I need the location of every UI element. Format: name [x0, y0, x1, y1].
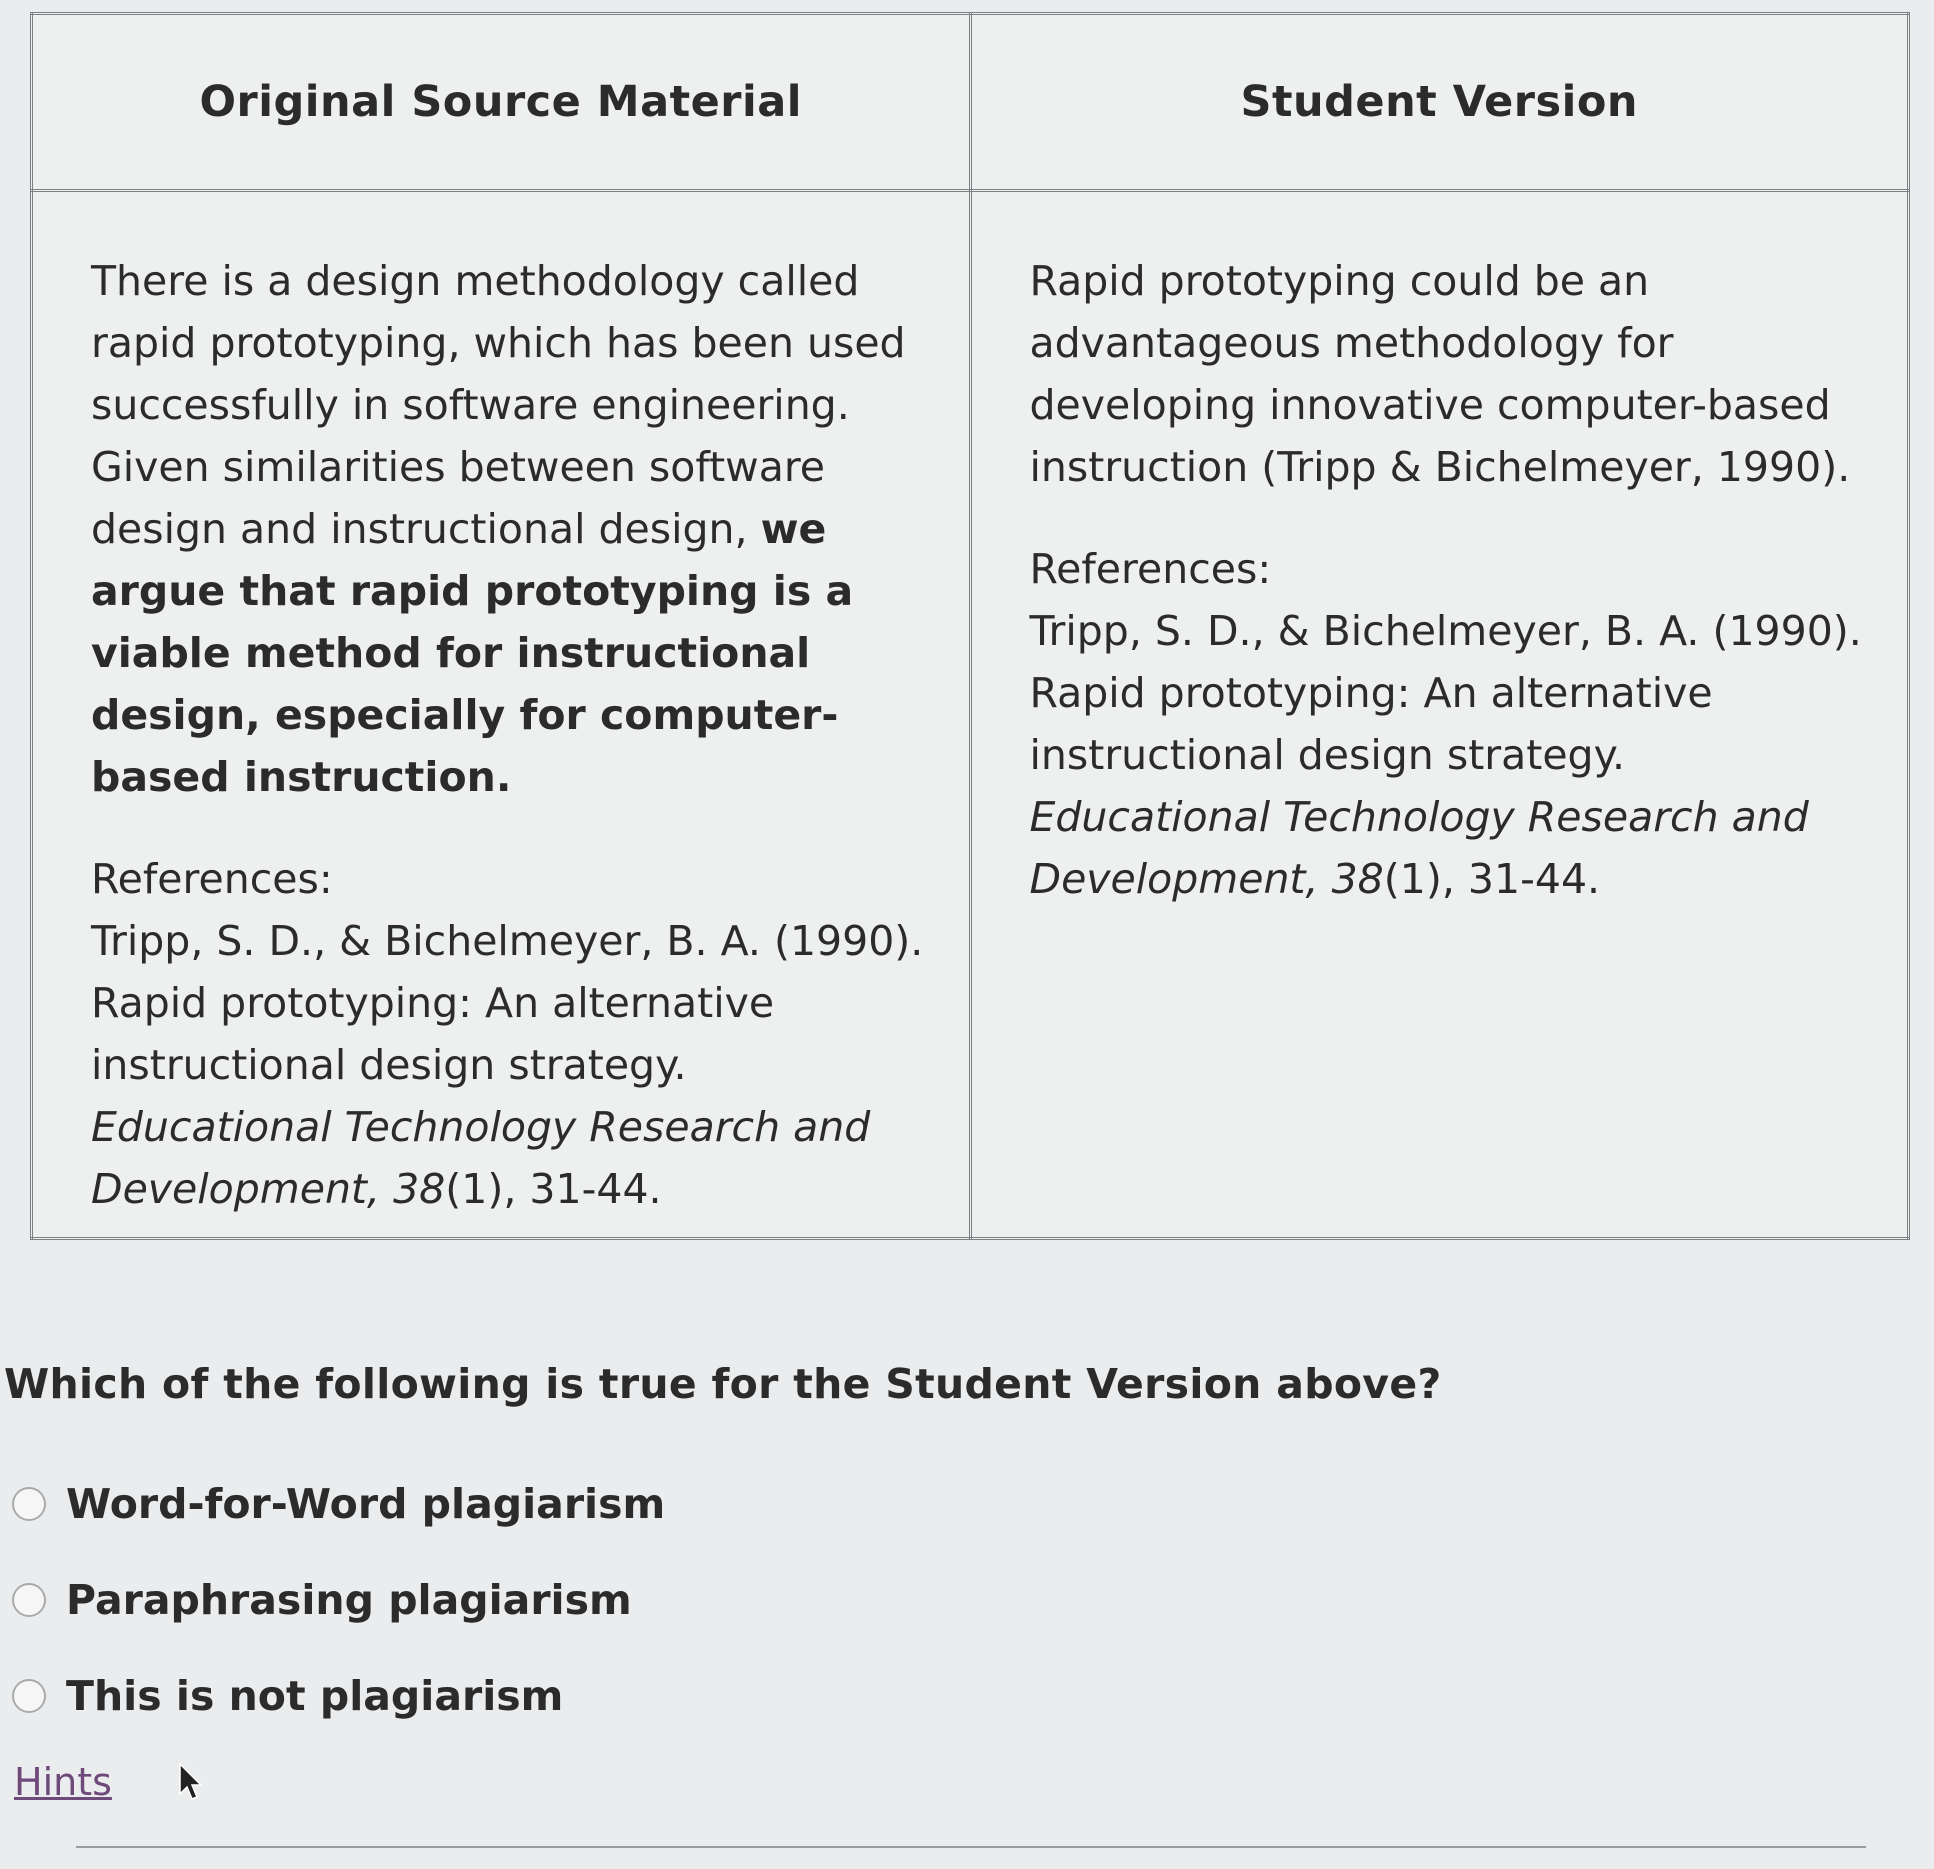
- reference-authors: Tripp, S. D., & Bichelmeyer, B. A. (1990).: [91, 917, 924, 965]
- option-paraphrasing[interactable]: [0, 1552, 1934, 1648]
- original-source-header: Original Source Material: [32, 14, 971, 191]
- bottom-divider: [76, 1846, 1866, 1848]
- mouse-pointer-icon: [178, 1762, 204, 1802]
- reference-title: Rapid prototyping: An alternative instructional design strategy.: [1029, 669, 1713, 779]
- reference-issue-pages: (1), 31-44.: [1383, 855, 1601, 903]
- question-section: [0, 1360, 1934, 1744]
- student-version-cell: [970, 191, 1909, 1239]
- radio-button[interactable]: [12, 1679, 46, 1713]
- original-references: [91, 848, 929, 1220]
- reference-citation: [1030, 600, 1868, 910]
- reference-issue-pages: (1), 31-44.: [445, 1165, 662, 1213]
- original-source-cell: [32, 191, 971, 1239]
- student-references: [1030, 538, 1868, 910]
- original-passage-plain: There is a design methodology called rapid prototyping, which has been used successfully in software engineering. Given similarities between software design and instructional design,: [91, 257, 906, 553]
- option-not-plagiarism[interactable]: [0, 1648, 1934, 1744]
- hints-row: [14, 1760, 204, 1804]
- answer-options: [0, 1456, 1934, 1744]
- option-word-for-word[interactable]: [0, 1456, 1934, 1552]
- reference-authors: Tripp, S. D., & Bichelmeyer, B. A. (1990).: [1029, 607, 1862, 655]
- hints-link[interactable]: Hints: [14, 1760, 112, 1804]
- question-prompt: Which of the following is true for the Student Version above?: [4, 1360, 1442, 1408]
- option-label: Word-for-Word plagiarism: [66, 1480, 666, 1528]
- reference-journal: Educational Technology Research and Development, 38: [91, 1103, 871, 1213]
- radio-button[interactable]: [12, 1487, 46, 1521]
- radio-button[interactable]: [12, 1583, 46, 1617]
- reference-citation: [91, 910, 929, 1220]
- table-header-row: [32, 14, 1909, 191]
- original-source-passage: [91, 250, 929, 808]
- table-body-row: [32, 191, 1909, 1239]
- option-label: Paraphrasing plagiarism: [66, 1576, 632, 1624]
- student-version-header: Student Version: [970, 14, 1909, 191]
- comparison-table: [30, 12, 1910, 1240]
- reference-journal: Educational Technology Research and Development, 38: [1029, 793, 1809, 903]
- reference-title: Rapid prototyping: An alternative instructional design strategy.: [91, 979, 775, 1089]
- original-passage-bold: we argue that rapid prototyping is a viable method for instructional design, especially for computer-based instruction.: [91, 505, 854, 801]
- references-label: References:: [91, 855, 333, 903]
- references-label: References:: [1029, 545, 1272, 593]
- option-label: This is not plagiarism: [66, 1672, 564, 1720]
- student-version-passage: Rapid prototyping could be an advantageous methodology for developing innovative computer-based instruction (Tripp & Bichelmeyer, 1990).: [1029, 257, 1851, 491]
